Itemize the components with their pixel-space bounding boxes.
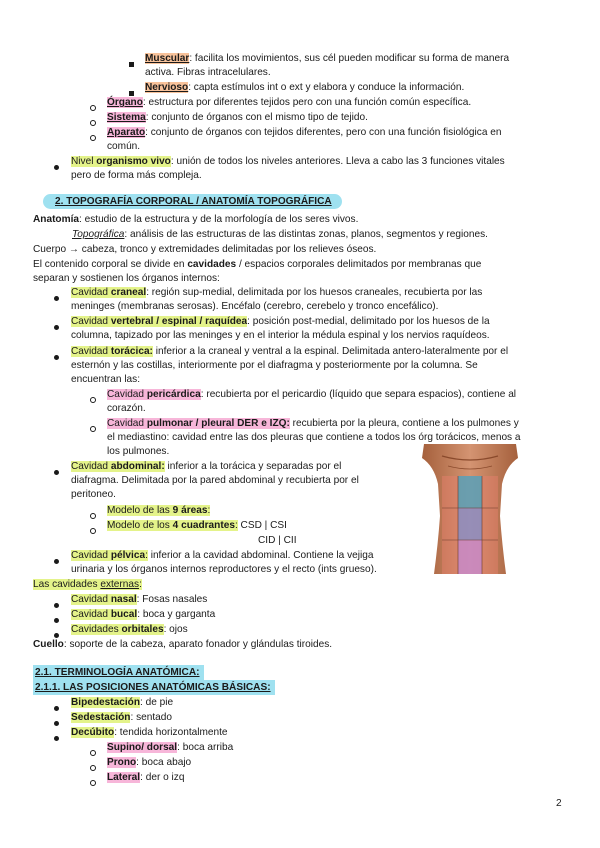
circle-bullet-icon: [90, 117, 96, 132]
orbitales-line: Cavidades orbitales: ojos: [71, 624, 188, 635]
pericardica-line: Cavidad pericárdica: recubierta por el pericardio (líquido que separa espacios), contiene al: [107, 389, 517, 400]
circle-bullet-icon: [90, 423, 96, 438]
subsubsection-heading: 2.1.1. LAS POSICIONES ANATÓMICAS BÁSICAS:: [33, 680, 275, 695]
dot-bullet-icon: [54, 702, 59, 717]
abdominal-line-2: diafragma. Delimitada por la pared abdominal y recubierta por el: [71, 475, 359, 486]
topografica-line: Topográfica: análisis de las estructuras de las distintas zonas, planos, segmentos y regiones.: [72, 229, 488, 240]
pulmonar-line: Cavidad pulmonar / pleural DER e IZQ: recubierta por la pleura, contiene a los pulmones y: [107, 418, 519, 429]
anatomia-line: Anatomía: estudio de la estructura y de la morfología de los seres vivos.: [33, 214, 359, 225]
bipedestacion-line: Bipedestación: de pie: [71, 697, 174, 708]
toracica-line-3: encuentran las:: [71, 374, 141, 385]
region-umbilical: [458, 508, 482, 540]
nervioso-line: Nervioso: capta estímulos int o ext y elabora y conduce la información.: [145, 82, 465, 93]
sistema-term: Sistema: [107, 112, 146, 123]
pelvica-line-2: urinaria y los órganos internos reproductores y el recto (ints grueso).: [71, 564, 377, 575]
vertebral-line-2: columna, tapizado por las meninges y en el interior la médula espinal y los nervios raquídeos.: [71, 330, 490, 341]
abdominal-regions-illustration: [420, 444, 520, 574]
dot-bullet-icon: [54, 717, 59, 732]
cuadrantes-line-2: CID | CII: [258, 535, 297, 546]
dot-bullet-icon: [54, 732, 59, 747]
muscular-term: Muscular: [145, 53, 190, 64]
dot-bullet-icon: [54, 351, 59, 366]
toracica-line-2: esternón y las costillas, interiormente por el diafragma y posteriormente por la columna. Se: [71, 360, 478, 371]
toracica-line: Cavidad torácica: inferior a la craneal y ventral a la espinal. Delimitada antero-lateralmente por el: [71, 346, 509, 357]
dot-bullet-icon: [54, 466, 59, 481]
subsection-heading: 2.1. TERMINOLOGÍA ANATÓMICA:: [33, 665, 204, 680]
contenido-line-2: separan y sostienen los órganos internos:: [33, 273, 220, 284]
muscular-line: Muscular: facilita los movimientos, sus cél pueden modificar su forma de manera: [145, 53, 510, 64]
circle-bullet-icon: [90, 102, 96, 117]
abdominal-line: Cavidad abdominal: inferior a la torácica y separadas por el: [71, 461, 342, 472]
supino-line: Supino/ dorsal: boca arriba: [107, 742, 234, 753]
prono-line: Prono: boca abajo: [107, 757, 192, 768]
circle-bullet-icon: [90, 132, 96, 147]
sistema-line: Sistema: conjunto de órganos con el mismo tipo de tejido.: [107, 112, 368, 123]
lateral-line: Lateral: der o izq: [107, 772, 185, 783]
nivel-line-2: pero de forma más compleja.: [71, 170, 202, 181]
page-number: 2: [556, 798, 562, 809]
pulmonar-line-2: el mediastino: cavidad entre las dos pleuras que contiene a todos los órg torácicos, menos a: [107, 432, 521, 443]
square-bullet-icon: [129, 58, 134, 73]
pericardica-line-2: corazón.: [107, 403, 146, 414]
section-heading: 2. TOPOGRAFÍA CORPORAL / ANATOMÍA TOPOGRÁFICA: [43, 194, 342, 209]
abdominal-line-3: peritoneo.: [71, 489, 116, 500]
organo-line: Órgano: estructura por diferentes tejidos pero con una función común específica.: [107, 97, 472, 108]
organo-term: Órgano: [107, 97, 143, 108]
region-epigastric: [458, 476, 482, 508]
areas-line: Modelo de las 9 áreas:: [107, 505, 211, 516]
nervioso-term: Nervioso: [145, 82, 189, 93]
dot-bullet-icon: [54, 555, 59, 570]
cuello-line: Cuello: soporte de la cabeza, aparato fonador y glándulas tiroides.: [33, 639, 333, 650]
dot-bullet-icon: [54, 614, 59, 629]
nivel-line: Nivel organismo vivo: unión de todos los niveles anteriores. Lleva a cabo las 3 funciones vitales: [71, 156, 505, 167]
circle-bullet-icon: [90, 510, 96, 525]
cuadrantes-line: Modelo de los 4 cuadrantes: CSD | CSI: [107, 520, 287, 531]
craneal-line-2: meninges (membranas serosas). Encéfalo (cerebro, cerebelo y tronco encefálico).: [71, 301, 439, 312]
circle-bullet-icon: [90, 394, 96, 409]
dot-bullet-icon: [54, 161, 59, 176]
aparato-line: Aparato: conjunto de órganos con tejidos diferentes, pero con una función fisiológica en: [107, 127, 502, 138]
circle-bullet-icon: [90, 525, 96, 540]
circle-bullet-icon: [90, 777, 96, 792]
dot-bullet-icon: [54, 599, 59, 614]
craneal-line: Cavidad craneal: región sup-medial, delimitada por los huesos craneales, recubierta por las: [71, 287, 483, 298]
cuerpo-line: Cuerpo → cabeza, tronco y extremidades delimitadas por los relieves óseos.: [33, 244, 377, 255]
muscular-line-2: activa. Fibras intracelulares.: [145, 67, 271, 78]
decubito-line: Decúbito: tendida horizontalmente: [71, 727, 228, 738]
nivel-term: organismo vivo: [96, 156, 171, 167]
circle-bullet-icon: [90, 747, 96, 762]
externas-line: Las cavidades externas:: [33, 579, 142, 590]
pulmonar-line-3: los pulmones.: [107, 446, 170, 457]
circle-bullet-icon: [90, 762, 96, 777]
dot-bullet-icon: [54, 321, 59, 336]
dot-bullet-icon: [54, 292, 59, 307]
contenido-line: El contenido corporal se divide en cavidades / espacios corporales delimitados por membranas que: [33, 259, 482, 270]
pelvica-line: Cavidad pélvica: inferior a la cavidad abdominal. Contiene la vejiga: [71, 550, 374, 561]
aparato-line-2: común.: [107, 141, 141, 152]
vertebral-line: Cavidad vertebral / espinal / raquídea: posición post-medial, delimitado por los huesos de la: [71, 316, 490, 327]
bucal-line: Cavidad bucal: boca y garganta: [71, 609, 216, 620]
nasal-line: Cavidad nasal: Fosas nasales: [71, 594, 208, 605]
aparato-term: Aparato: [107, 127, 146, 138]
region-hypogastric: [458, 540, 482, 574]
sedestacion-line: Sedestación: sentado: [71, 712, 172, 723]
